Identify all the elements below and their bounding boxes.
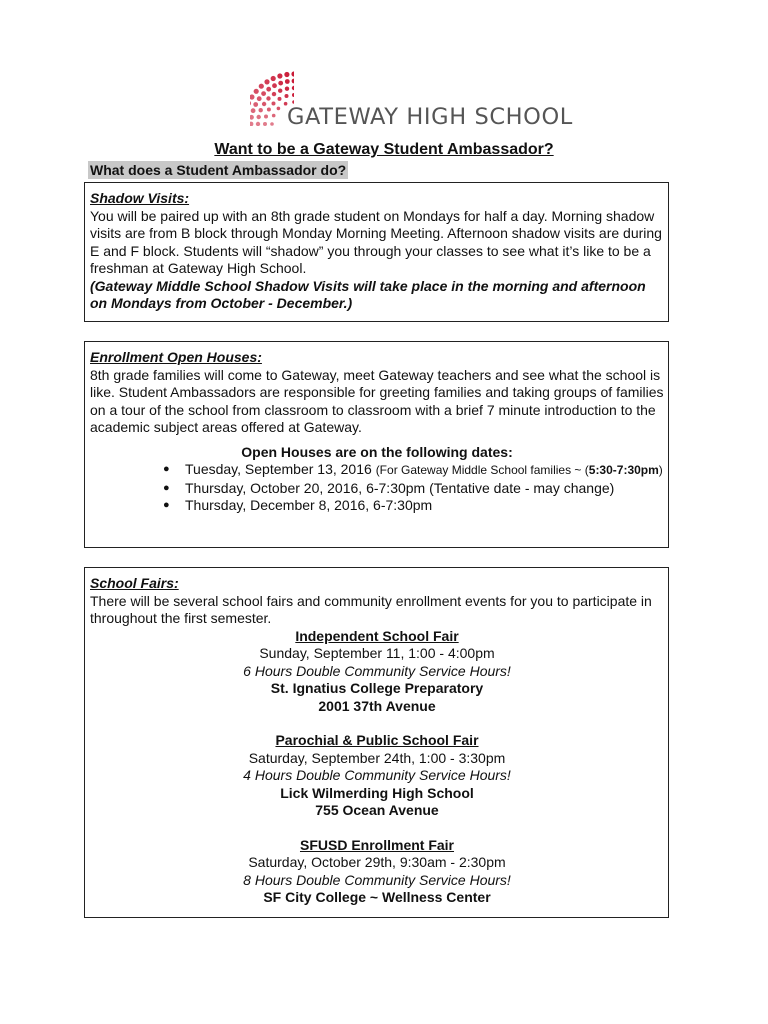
logo-dot <box>257 96 262 101</box>
list-item <box>160 497 664 515</box>
fair-date: Saturday, September 24th, 1:00 - 3:30pm <box>248 749 506 766</box>
logo-dot <box>291 71 294 76</box>
school-fairs-heading: School Fairs: <box>90 575 179 591</box>
logo-dot <box>254 89 259 94</box>
logo-dot <box>272 114 276 118</box>
page-title: Want to be a Gateway Student Ambassador? <box>214 141 554 158</box>
logo-dot <box>278 97 282 101</box>
date1-close: ) <box>658 463 663 477</box>
logo-dot <box>266 96 270 100</box>
logo-dot <box>277 107 281 111</box>
logo-dot <box>250 115 254 120</box>
school-logo <box>250 68 573 130</box>
fair-venue: St. Ignatius College Preparatory <box>270 680 484 696</box>
open-houses-heading: Enrollment Open Houses: <box>90 349 262 365</box>
logo-text: GATEWAY HIGH SCHOOL <box>287 104 573 130</box>
date1-time: 5:30-7:30pm <box>588 463 659 477</box>
logo-dot <box>270 122 274 126</box>
fair-parochial-public <box>90 732 664 820</box>
school-fairs-section <box>84 567 669 918</box>
logo-dot <box>278 81 283 86</box>
date1-main: Tuesday, September 13, 2016 <box>185 461 376 477</box>
fair-hours: 8 Hours Double Community Service Hours! <box>243 871 511 888</box>
shadow-visits-note: (Gateway Middle School Shadow Visits will take place in the morning and afternoon on Mondays from October - December.) <box>90 277 646 311</box>
logo-dot <box>259 108 263 112</box>
fair-independent <box>90 628 664 716</box>
shadow-visits-body: You will be paired up with an 8th grade student on Mondays for half a day. Morning shadow visits are from B block through Monday Morning Meeting. Afternoon shadow visits are during E and F block. Students will “shadow” you through your classes to see what it’s like to be a freshman at Gateway High School. <box>90 207 662 276</box>
logo-dot <box>272 102 276 106</box>
logo-dot <box>272 83 277 88</box>
logo-dot <box>264 115 268 119</box>
logo-dot <box>285 87 289 91</box>
logo-dot <box>285 79 290 84</box>
open-houses-body: 8th grade families will come to Gateway, meet Gateway teachers and see what the school is like. Student Ambassadors are responsible for greeting families and taking groups of families on a tour of the school from classroom to classroom with a brief 7 minute introduction to the academic subject areas offered at Gateway. <box>90 366 664 435</box>
logo-dot <box>292 79 294 84</box>
logo-dot <box>285 94 289 98</box>
logo-dot <box>292 86 294 90</box>
fair-address: 2001 37th Avenue <box>318 697 436 714</box>
logo-dot <box>250 122 253 126</box>
fair-name: Parochial & Public School Fair <box>275 732 479 748</box>
logo-dot <box>261 91 266 96</box>
logo-dot <box>292 93 294 97</box>
logo-dot <box>262 102 266 106</box>
logo-dot <box>250 94 255 99</box>
logo-dot <box>263 122 267 126</box>
fair-hours: 4 Hours Double Community Service Hours! <box>243 767 511 783</box>
school-fairs-body: There will be several school fairs and community enrollment events for you to participate in throughout the first semester. <box>90 592 652 626</box>
fair-address: 755 Ocean Avenue <box>315 802 439 818</box>
fair-date: Saturday, October 29th, 9:30am - 2:30pm <box>248 854 506 870</box>
date2: Thursday, October 20, 2016, 6-7:30pm (Tentative date - may change) <box>185 479 615 496</box>
logo-dot <box>251 108 256 113</box>
logo-dot <box>257 115 261 119</box>
logo-dot <box>267 108 271 112</box>
fair-venue: SF City College ~ Wellness Center <box>263 889 491 905</box>
open-houses-dates-title: Open Houses are on the following dates: <box>241 443 513 460</box>
page-subtitle: What does a Student Ambassador do? <box>90 162 347 178</box>
fair-name: SFUSD Enrollment Fair <box>299 836 455 853</box>
logo-dot <box>266 87 271 92</box>
logo-dot <box>253 102 258 107</box>
fair-date: Sunday, September 11, 1:00 - 4:00pm <box>259 645 495 661</box>
open-houses-section <box>84 341 669 548</box>
fair-venue: Lick Wilmerding High School <box>280 784 474 801</box>
date1-note: (For Gateway Middle School families ~ ( <box>375 463 589 477</box>
open-houses-date-list <box>90 461 664 515</box>
shadow-visits-heading: Shadow Visits: <box>90 190 190 206</box>
fair-sfusd <box>90 837 664 907</box>
date3: Thursday, December 8, 2016, 6-7:30pm <box>185 497 433 513</box>
logo-dot <box>256 122 260 126</box>
shadow-visits-section <box>84 182 669 322</box>
fair-hours: 6 Hours Double Community Service Hours! <box>243 662 511 679</box>
logo-dot <box>259 84 264 89</box>
logo-dot <box>284 72 289 77</box>
fair-name: Independent School Fair <box>295 627 459 644</box>
logo-dot <box>272 92 276 96</box>
logo-dot <box>278 89 282 93</box>
logo-dot <box>250 101 251 106</box>
list-item <box>160 480 664 498</box>
logo-dot <box>277 73 282 78</box>
logo-dot <box>264 79 269 84</box>
list-item <box>160 461 664 480</box>
logo-dot <box>271 76 276 81</box>
